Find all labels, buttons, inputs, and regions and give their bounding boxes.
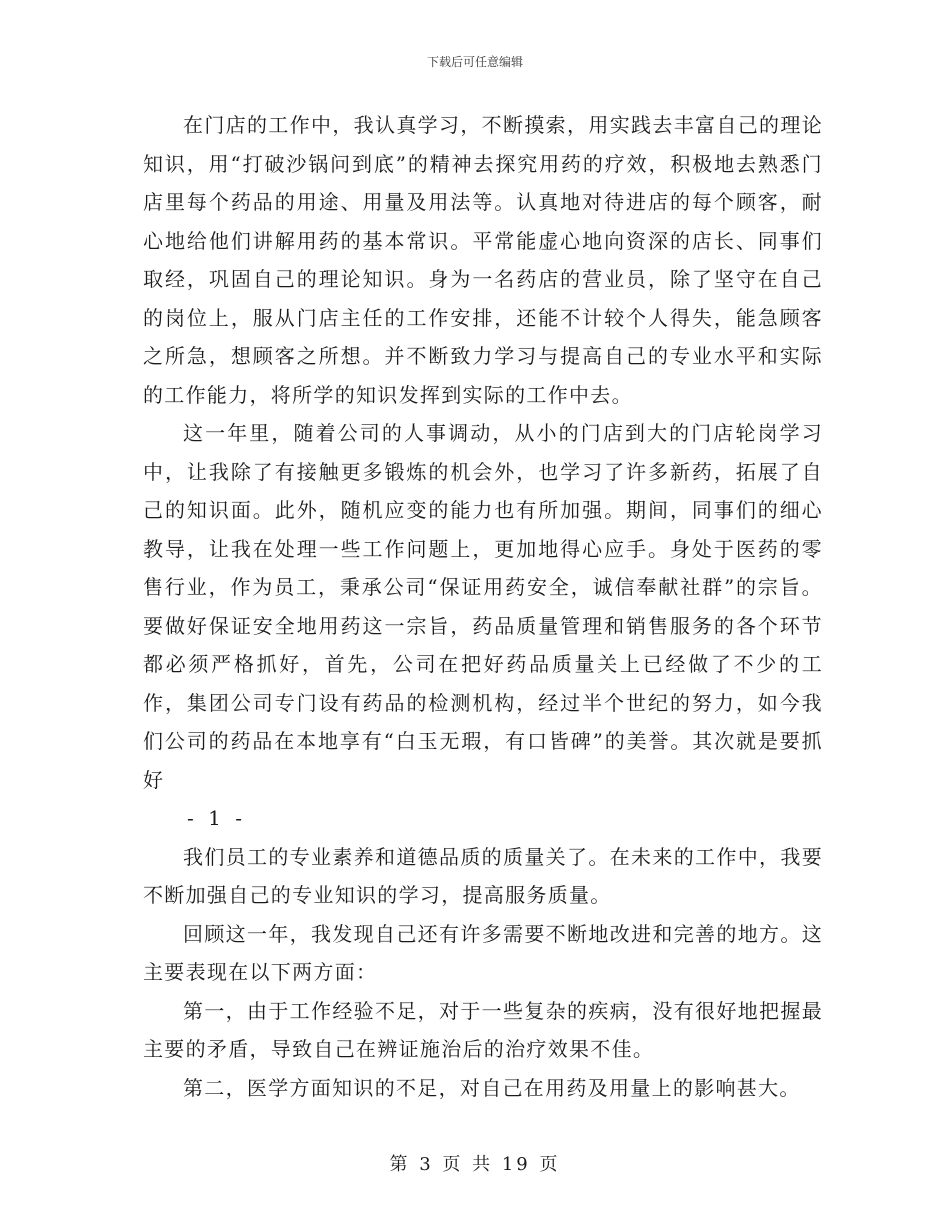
page-header: 下载后可任意编辑 <box>426 55 523 69</box>
paragraph-6: 第二，医学方面知识的不足，对自己在用药及用量上的影响甚大。 <box>183 1075 801 1100</box>
paragraph-3: 我们员工的专业素养和道德品质的质量关了。在未来的工作中，我要不断加强自己的专业知识的学习，提高服务质量。 <box>143 844 823 907</box>
inline-page-marker: - 1 - <box>187 806 246 830</box>
paragraph-2: 这一年里，随着公司的人事调动，从小的门店到大的门店轮岗学习中，让我除了有接触更多锻炼的机会外，也学习了许多新药，拓展了自己的知识面。此外，随机应变的能力也有所加强。期间，同事们的细心教导，让我在处理一些工作问题上，更加地得心应手。身处于医药的零售行业，作为员工，秉承公司“保证用药安全，诚信奉献社群”的宗旨。要做好保证安全地用药这一宗旨，药品质量管理和销售服务的各个环节都必须严格抓好，首先，公司在把好药品质量关上已经做了不少的工作，集团公司专门设有药品的检测机构，经过半个世纪的努力，如今我们公司的药品在本地享有“白玉无瑕，有口皆碑”的美誉。其次就是要抓好 <box>143 421 823 792</box>
page-footer: 第 3 页 共 19 页 <box>389 1154 561 1175</box>
document-body <box>143 106 823 1107</box>
paragraph-4: 回顾这一年，我发现自己还有许多需要不断地改进和完善的地方。这主要表现在以下两方面： <box>143 921 823 984</box>
paragraph-5: 第一，由于工作经验不足，对于一些复杂的疾病，没有很好地把握最主要的矛盾，导致自己在辨证施治后的治疗效果不佳。 <box>143 998 823 1061</box>
paragraph-1: 在门店的工作中，我认真学习，不断摸索，用实践去丰富自己的理论知识，用“打破沙锅问到底”的精神去探究用药的疗效，积极地去熟悉门店里每个药品的用途、用量及用法等。认真地对待进店的每个顾客，耐心地给他们讲解用药的基本常识。平常能虚心地向资深的店长、同事们取经，巩固自己的理论知识。身为一名药店的营业员，除了坚守在自己的岗位上，服从门店主任的工作安排，还能不计较个人得失，能急顾客之所急，想顾客之所想。并不断致力学习与提高自己的专业水平和实际的工作能力，将所学的知识发挥到实际的工作中去。 <box>143 113 823 407</box>
